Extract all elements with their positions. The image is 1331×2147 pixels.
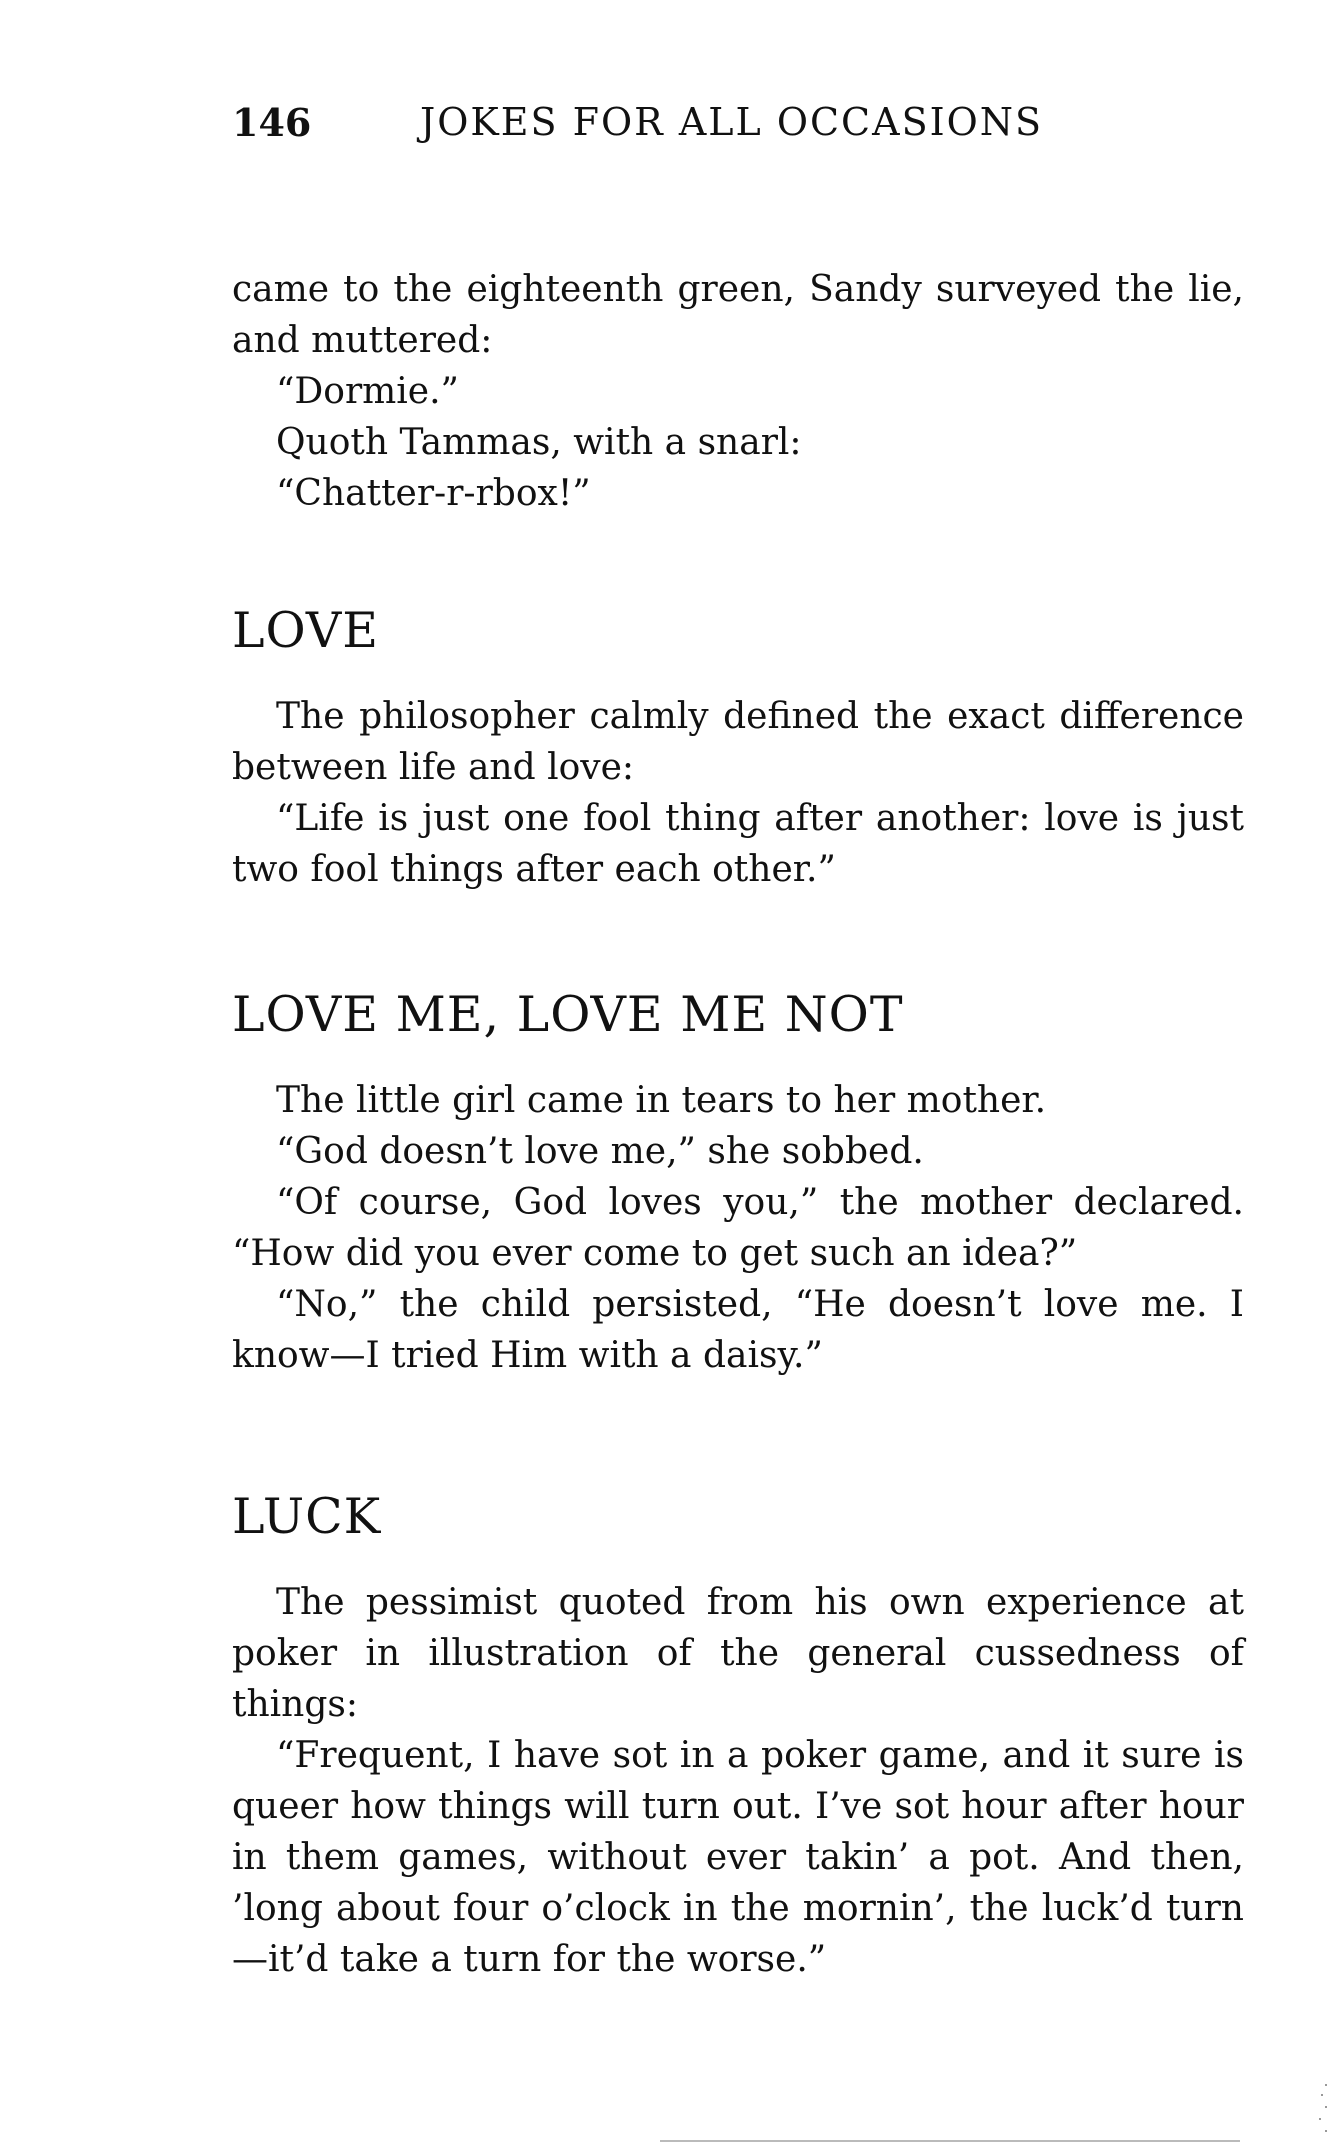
paragraph: “God doesn’t love me,” she sobbed. bbox=[276, 1131, 924, 1172]
page-number: 146 bbox=[232, 100, 312, 145]
section-heading: LOVE bbox=[232, 602, 380, 659]
section-heading: LUCK bbox=[232, 1488, 382, 1545]
paragraph: came to the eighteenth green, Sandy surveyed the lie, and muttered: bbox=[232, 269, 1244, 361]
paragraph: The pessimist quoted from his own experience at poker in illustration of the general cussedness of things: bbox=[232, 1582, 1244, 1725]
page-edge-specks bbox=[1311, 2080, 1331, 2140]
page-bottom-edge bbox=[660, 2140, 1240, 2142]
paragraph: The little girl came in tears to her mother. bbox=[276, 1080, 1047, 1121]
section-love-me-love-me-not bbox=[232, 985, 1244, 1381]
paragraph: The philosopher calmly defined the exact difference between life and love: bbox=[232, 696, 1244, 788]
section-body bbox=[232, 1075, 1244, 1381]
section-body bbox=[232, 691, 1244, 895]
paragraph: “Life is just one fool thing after another: love is just two fool things after each other.” bbox=[232, 798, 1244, 890]
section-love bbox=[232, 601, 1244, 895]
paragraph: “Of course, God loves you,” the mother declared. “How did you ever come to get such an idea?” bbox=[232, 1182, 1244, 1274]
paragraph: “Dormie.” bbox=[276, 371, 459, 412]
paragraph: “Frequent, I have sot in a poker game, and it sure is queer how things will turn out. I’ve sot hour after hour in them games, without ever takin’ a pot. And then, ’long about four o’clock in the mornin’, the luck’d turn—it’d take a turn for the worse.” bbox=[232, 1735, 1244, 1980]
continued-text bbox=[232, 264, 1244, 519]
section-heading: LOVE ME, LOVE ME NOT bbox=[232, 986, 904, 1043]
paragraph: “No,” the child persisted, “He doesn’t love me. I know—I tried Him with a daisy.” bbox=[232, 1284, 1244, 1376]
section-luck bbox=[232, 1487, 1244, 1985]
running-title: JOKES FOR ALL OCCASIONS bbox=[420, 100, 1044, 144]
paragraph: “Chatter-r-rbox!” bbox=[276, 473, 591, 514]
book-page bbox=[232, 92, 1244, 1985]
paragraph: Quoth Tammas, with a snarl: bbox=[276, 422, 802, 463]
page-header bbox=[232, 92, 1244, 152]
section-body bbox=[232, 1577, 1244, 1985]
